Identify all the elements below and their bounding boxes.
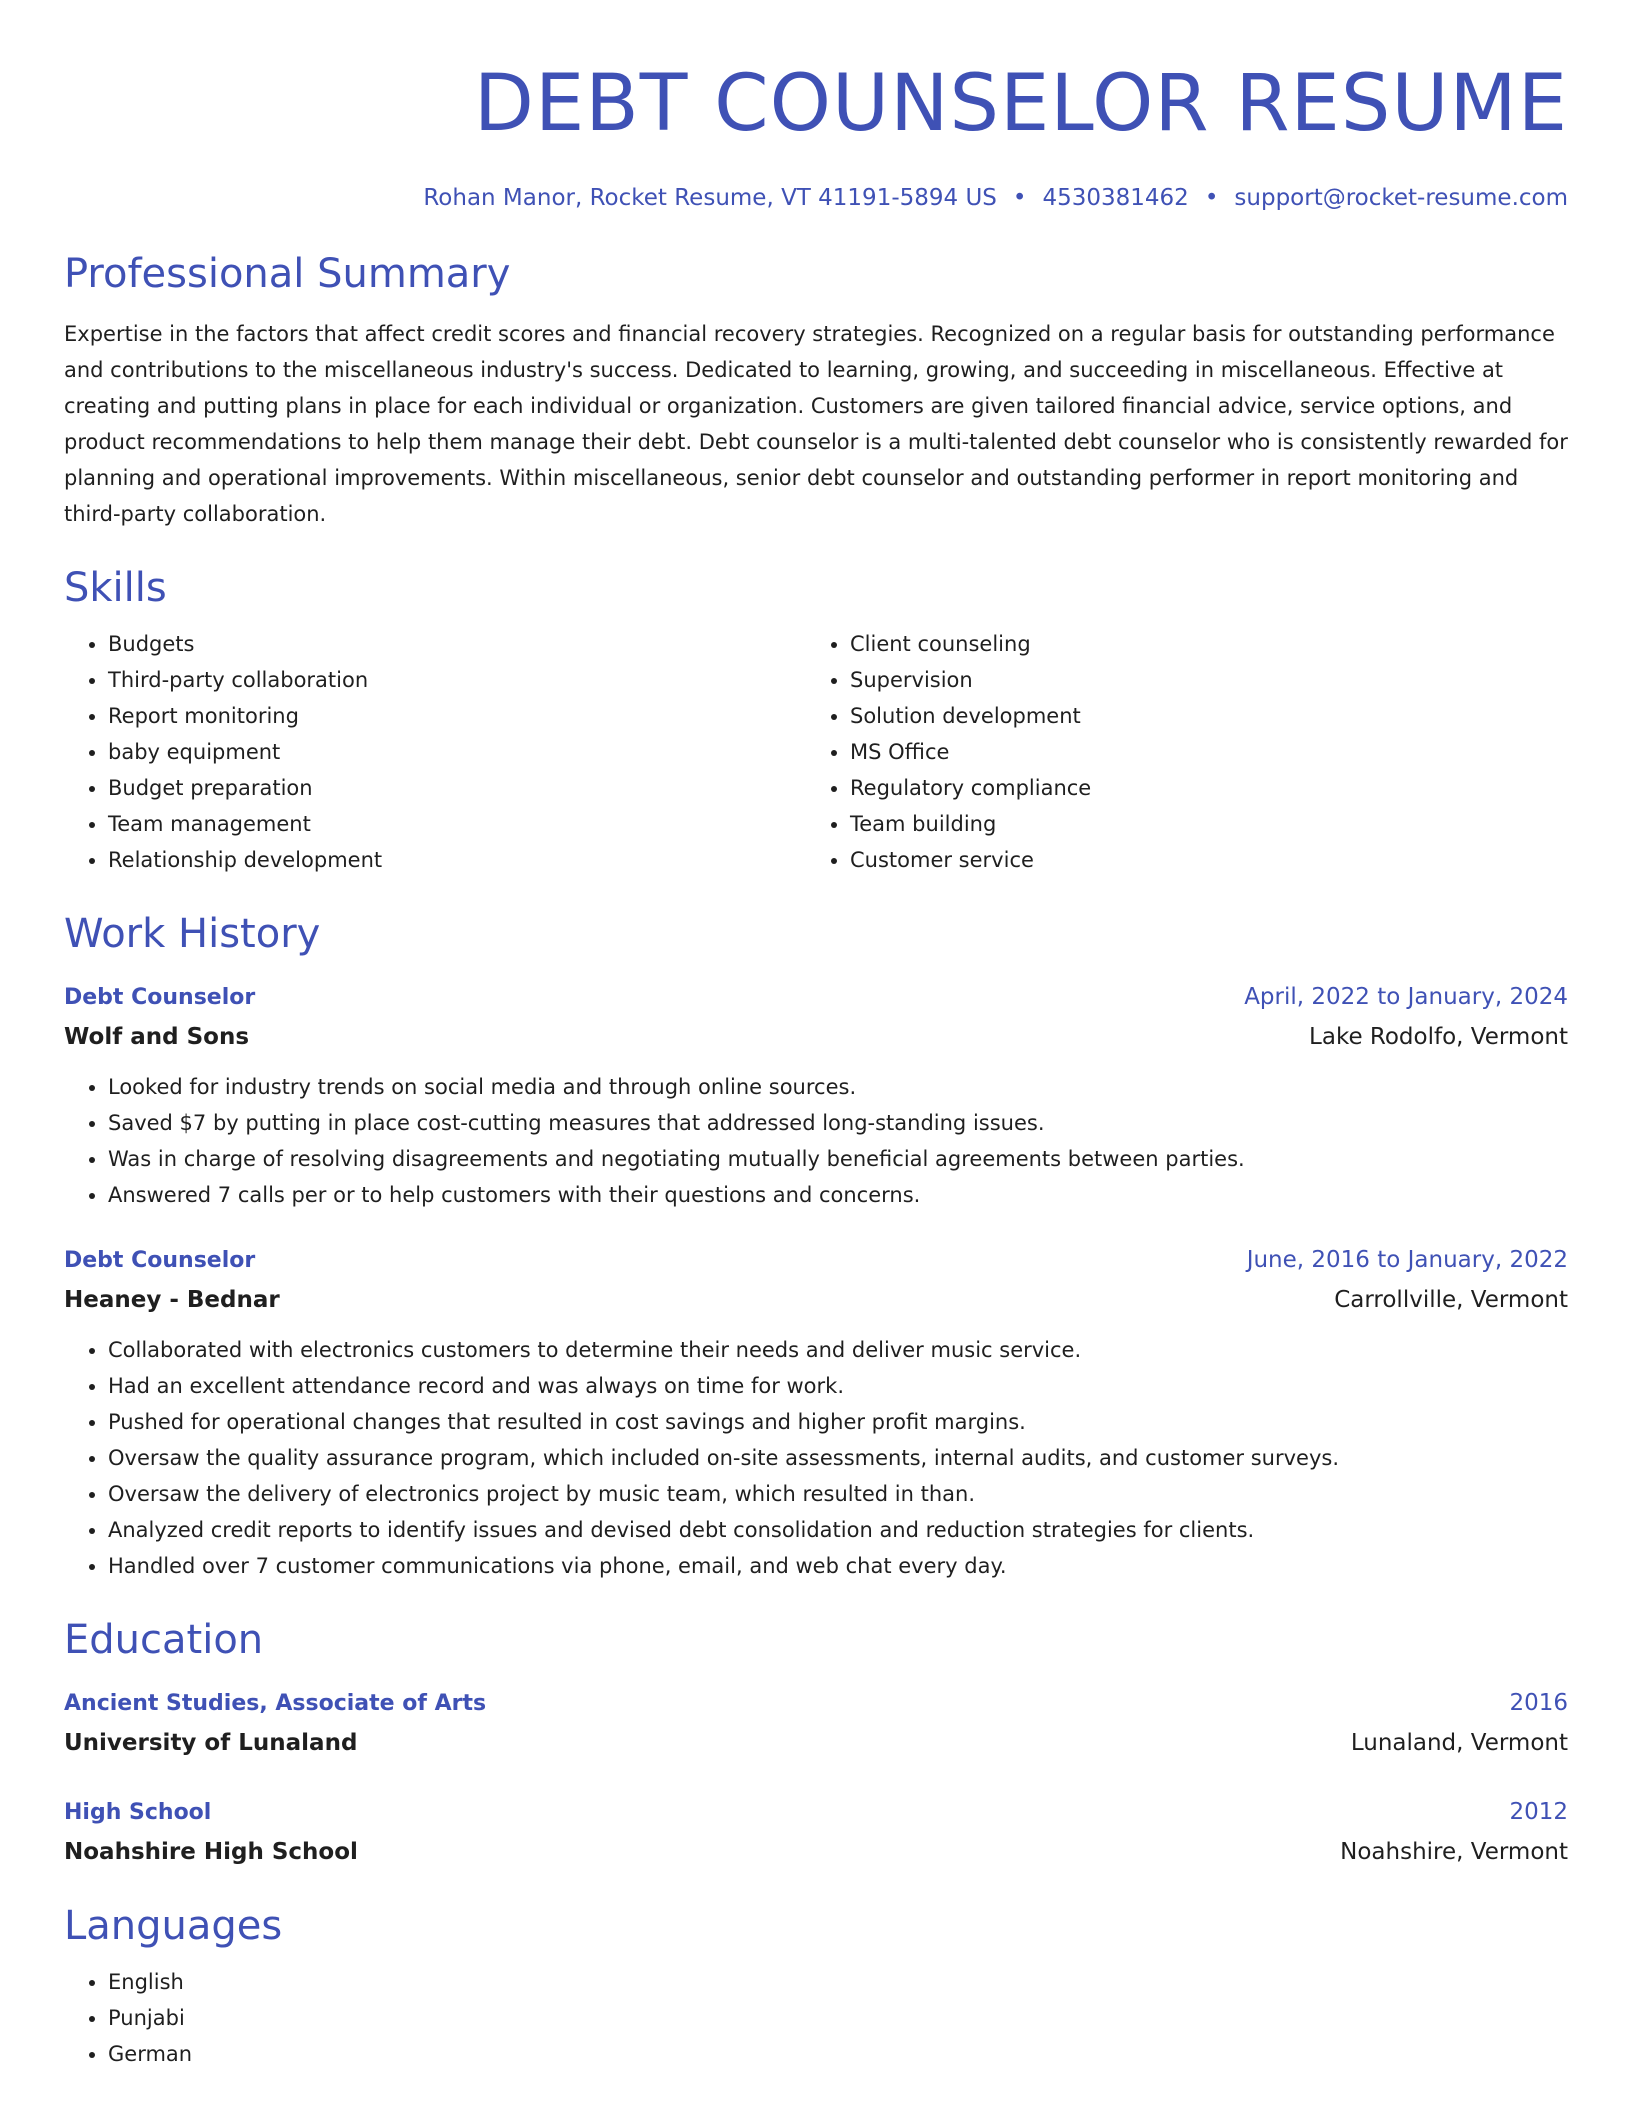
education-school: Noahshire High School (64, 1839, 358, 1865)
job-company-row (64, 1017, 1568, 1057)
summary-section (64, 248, 1568, 532)
contact-email[interactable]: support@rocket-resume.com (1234, 185, 1568, 211)
job-bullet: • Oversaw the delivery of electronics project by music team, which resulted in than. (108, 1476, 1568, 1512)
skill-item: • Relationship development (108, 842, 806, 878)
resume-title: DEBT COUNSELOR RESUME (473, 59, 1568, 149)
job-bullets (64, 1069, 1568, 1213)
education-degree: High School (64, 1800, 212, 1825)
education-school-row (64, 1832, 1568, 1872)
summary-heading: Professional Summary (64, 251, 511, 297)
education-location: Noahshire, Vermont (1340, 1839, 1568, 1865)
job-bullet: • Saved $7 by putting in place cost-cutting measures that addressed long-standing issues. (108, 1105, 1568, 1141)
job-entry (64, 978, 1568, 1213)
contact-separator: • (1204, 185, 1219, 211)
language-item: • Punjabi (108, 2000, 1568, 2036)
job-company: Wolf and Sons (64, 1024, 250, 1050)
education-degree: Ancient Studies, Associate of Arts (64, 1691, 487, 1716)
job-entry (64, 1241, 1568, 1584)
job-role: Debt Counselor (64, 1248, 256, 1273)
job-bullet: • Handled over 7 customer communications via phone, email, and web chat every day. (108, 1548, 1568, 1584)
skill-item: • Solution development (850, 698, 1548, 734)
skill-item: • Regulatory compliance (850, 770, 1548, 806)
skill-item: • MS Office (850, 734, 1548, 770)
contact-address: Rohan Manor, Rocket Resume, VT 41191-5894 US (423, 185, 997, 211)
job-bullets (64, 1332, 1568, 1584)
skill-item: • Budgets (108, 626, 806, 662)
job-bullet: • Answered 7 calls per or to help customers with their questions and concerns. (108, 1177, 1568, 1213)
skills-column-left (64, 626, 806, 878)
education-heading: Education (64, 1617, 264, 1663)
skills-section (64, 562, 1568, 878)
job-company-row (64, 1280, 1568, 1320)
job-dates: April, 2022 to January, 2024 (1244, 984, 1568, 1010)
skill-item: • Client counseling (850, 626, 1548, 662)
skill-item: • Customer service (850, 842, 1548, 878)
contact-phone: 4530381462 (1042, 185, 1189, 211)
education-section (64, 1614, 1568, 1872)
skills-heading: Skills (64, 565, 167, 611)
contact-separator: • (1012, 185, 1027, 211)
language-item: • German (108, 2036, 1568, 2072)
education-year: 2016 (1509, 1690, 1568, 1716)
skill-item: • Supervision (850, 662, 1548, 698)
skill-item: • baby equipment (108, 734, 806, 770)
resume-header (64, 56, 1568, 214)
job-company: Heaney - Bednar (64, 1287, 280, 1313)
languages-list (64, 1964, 1568, 2072)
job-role: Debt Counselor (64, 985, 256, 1010)
skill-item: • Budget preparation (108, 770, 806, 806)
languages-heading: Languages (64, 1903, 283, 1949)
skills-column-right (806, 626, 1548, 878)
language-item: • English (108, 1964, 1568, 2000)
education-header-row (64, 1684, 1568, 1723)
languages-section (64, 1900, 1568, 2072)
education-location: Lunaland, Vermont (1350, 1730, 1568, 1756)
skill-item: • Third-party collaboration (108, 662, 806, 698)
education-header-row (64, 1793, 1568, 1832)
job-bullet: • Pushed for operational changes that resulted in cost savings and higher profit margins. (108, 1404, 1568, 1440)
job-bullet: • Analyzed credit reports to identify issues and devised debt consolidation and reduction strategies for clients. (108, 1512, 1568, 1548)
education-year: 2012 (1509, 1799, 1568, 1825)
job-bullet: • Looked for industry trends on social media and through online sources. (108, 1069, 1568, 1105)
job-header-row (64, 978, 1568, 1017)
contact-line (64, 182, 1568, 214)
work-history-heading: Work History (64, 911, 321, 957)
job-bullet: • Had an excellent attendance record and was always on time for work. (108, 1368, 1568, 1404)
skill-item: • Report monitoring (108, 698, 806, 734)
job-bullet: • Collaborated with electronics customers to determine their needs and deliver music service. (108, 1332, 1568, 1368)
skill-item: • Team building (850, 806, 1548, 842)
summary-text: Expertise in the factors that affect credit scores and financial recovery strategies. Recognized on a regular basis for outstanding performance and contributions to the miscellaneous industry's success. Dedicated to learning, growing, and succeeding in miscellaneous. Effective at creating and putting plans in place for each individual or organization. Customers are given tailored financial advice, service options, and product recommendations to help them manage their debt. Debt counselor is a multi-talented debt counselor who is consistently rewarded for planning and operational improvements. Within miscellaneous, senior debt counselor and outstanding performer in report monitoring and third-party collaboration. (64, 322, 1568, 526)
education-entry (64, 1793, 1568, 1872)
job-bullet: • Was in charge of resolving disagreements and negotiating mutually beneficial agreements between parties. (108, 1141, 1568, 1177)
skill-item: • Team management (108, 806, 806, 842)
education-school-row (64, 1723, 1568, 1763)
job-location: Lake Rodolfo, Vermont (1309, 1024, 1568, 1050)
education-entry (64, 1684, 1568, 1763)
job-bullet: • Oversaw the quality assurance program, which included on-site assessments, internal audits, and customer surveys. (108, 1440, 1568, 1476)
job-header-row (64, 1241, 1568, 1280)
skills-grid (64, 626, 1568, 878)
job-dates: June, 2016 to January, 2022 (1246, 1247, 1568, 1273)
work-history-section (64, 908, 1568, 1584)
education-school: University of Lunaland (64, 1730, 358, 1756)
job-location: Carrollville, Vermont (1334, 1287, 1568, 1313)
